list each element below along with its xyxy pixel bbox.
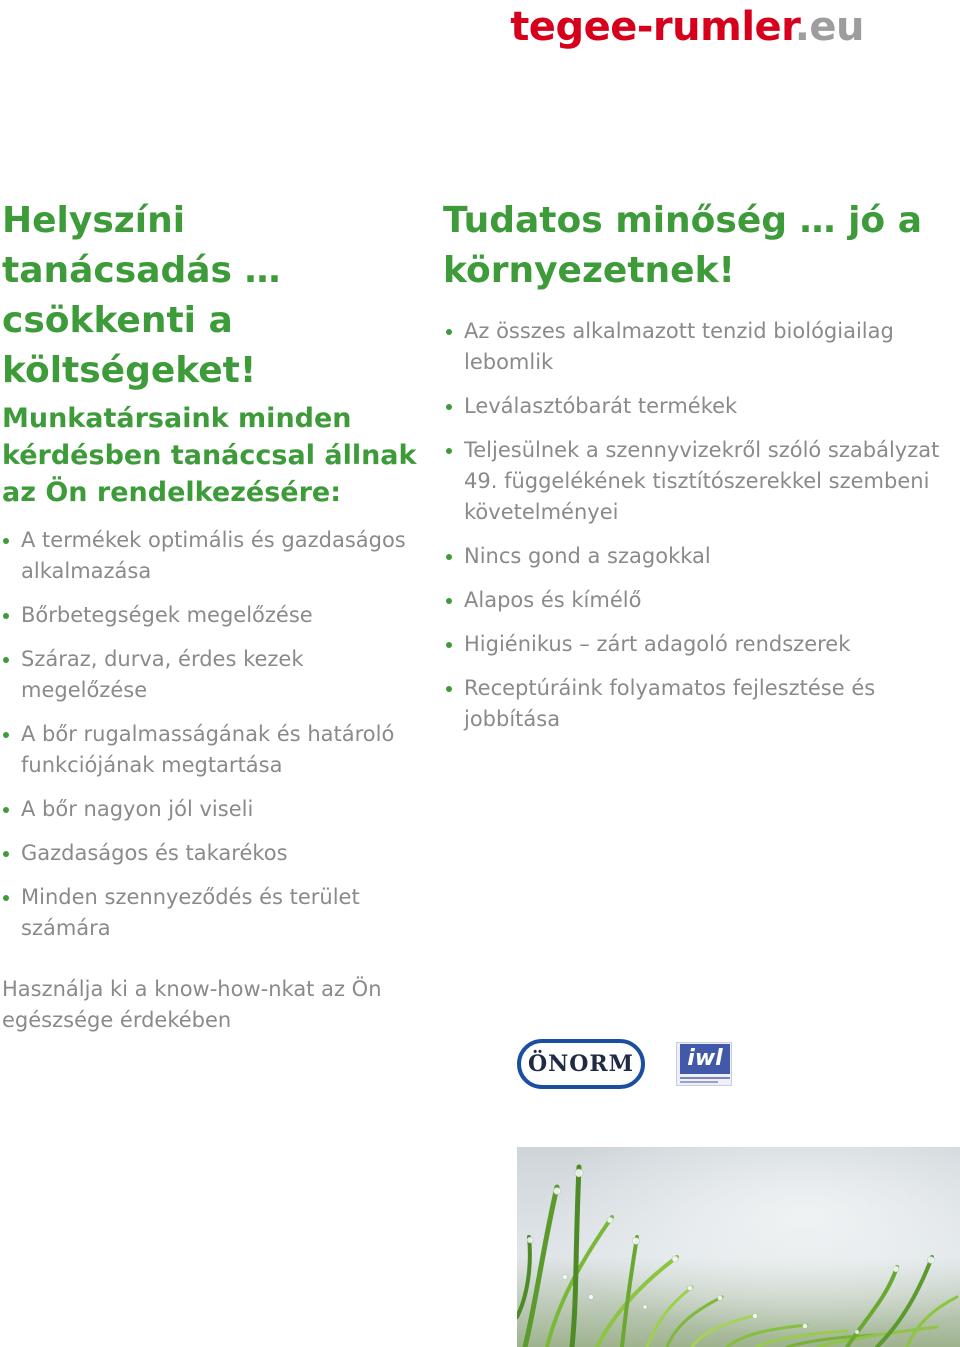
left-heading: Helyszíni tanácsadás … csökkenti a költségeket! [2,200,281,391]
onorm-logo [517,1039,645,1089]
iwl-logo-caption-line [680,1077,730,1079]
brand-tld: .eu [794,4,864,50]
list-item: Teljesülnek a szennyvizekről szóló szabályzat 49. függelékének tisztítószerekkel szembeni követelményei [445,435,960,528]
iwl-logo-caption-line [680,1081,718,1083]
right-bullet-list [445,316,960,748]
grass-photo-illustration [517,1147,960,1347]
list-item: Gazdaságos és takarékos [2,838,422,869]
list-item: Nincs gond a szagokkal [445,541,960,572]
list-item: Alapos és kímélő [445,585,960,616]
brand-logo [510,4,864,50]
list-item: Leválasztóbarát termékek [445,391,960,422]
onorm-logo-text: ÖNORM [527,1051,635,1077]
right-heading: Tudatos minőség … jó a környezetnek! [443,200,922,291]
grass-with-dew-icon [517,1147,960,1347]
list-item: A termékek optimális és gazdaságos alkalmazása [2,525,422,587]
list-item: Minden szennyeződés és terület számára [2,882,422,944]
left-subheading: Munkatársaink minden kérdésben tanáccsal állnak az Ön rendelkezésére: [2,403,417,508]
list-item: A bőr nagyon jól viseli [2,794,422,825]
know-how-note: Használja ki a know-how-nkat az Ön egészsége érdekében [2,977,382,1032]
iwl-logo-text: iwl [680,1044,730,1074]
list-item: A bőr rugalmasságának és határoló funkciójának megtartása [2,719,422,781]
list-item: Receptúráink folyamatos fejlesztése és jobbítása [445,673,960,735]
left-bullet-list [2,525,422,957]
brand-name: tegee-rumler [510,4,795,50]
list-item: Bőrbetegségek megelőzése [2,600,422,631]
list-item: Száraz, durva, érdes kezek megelőzése [2,644,422,706]
list-item: Az összes alkalmazott tenzid biológiailag lebomlik [445,316,960,378]
list-item: Higiénikus – zárt adagoló rendszerek [445,629,960,660]
iwl-logo [676,1042,732,1086]
